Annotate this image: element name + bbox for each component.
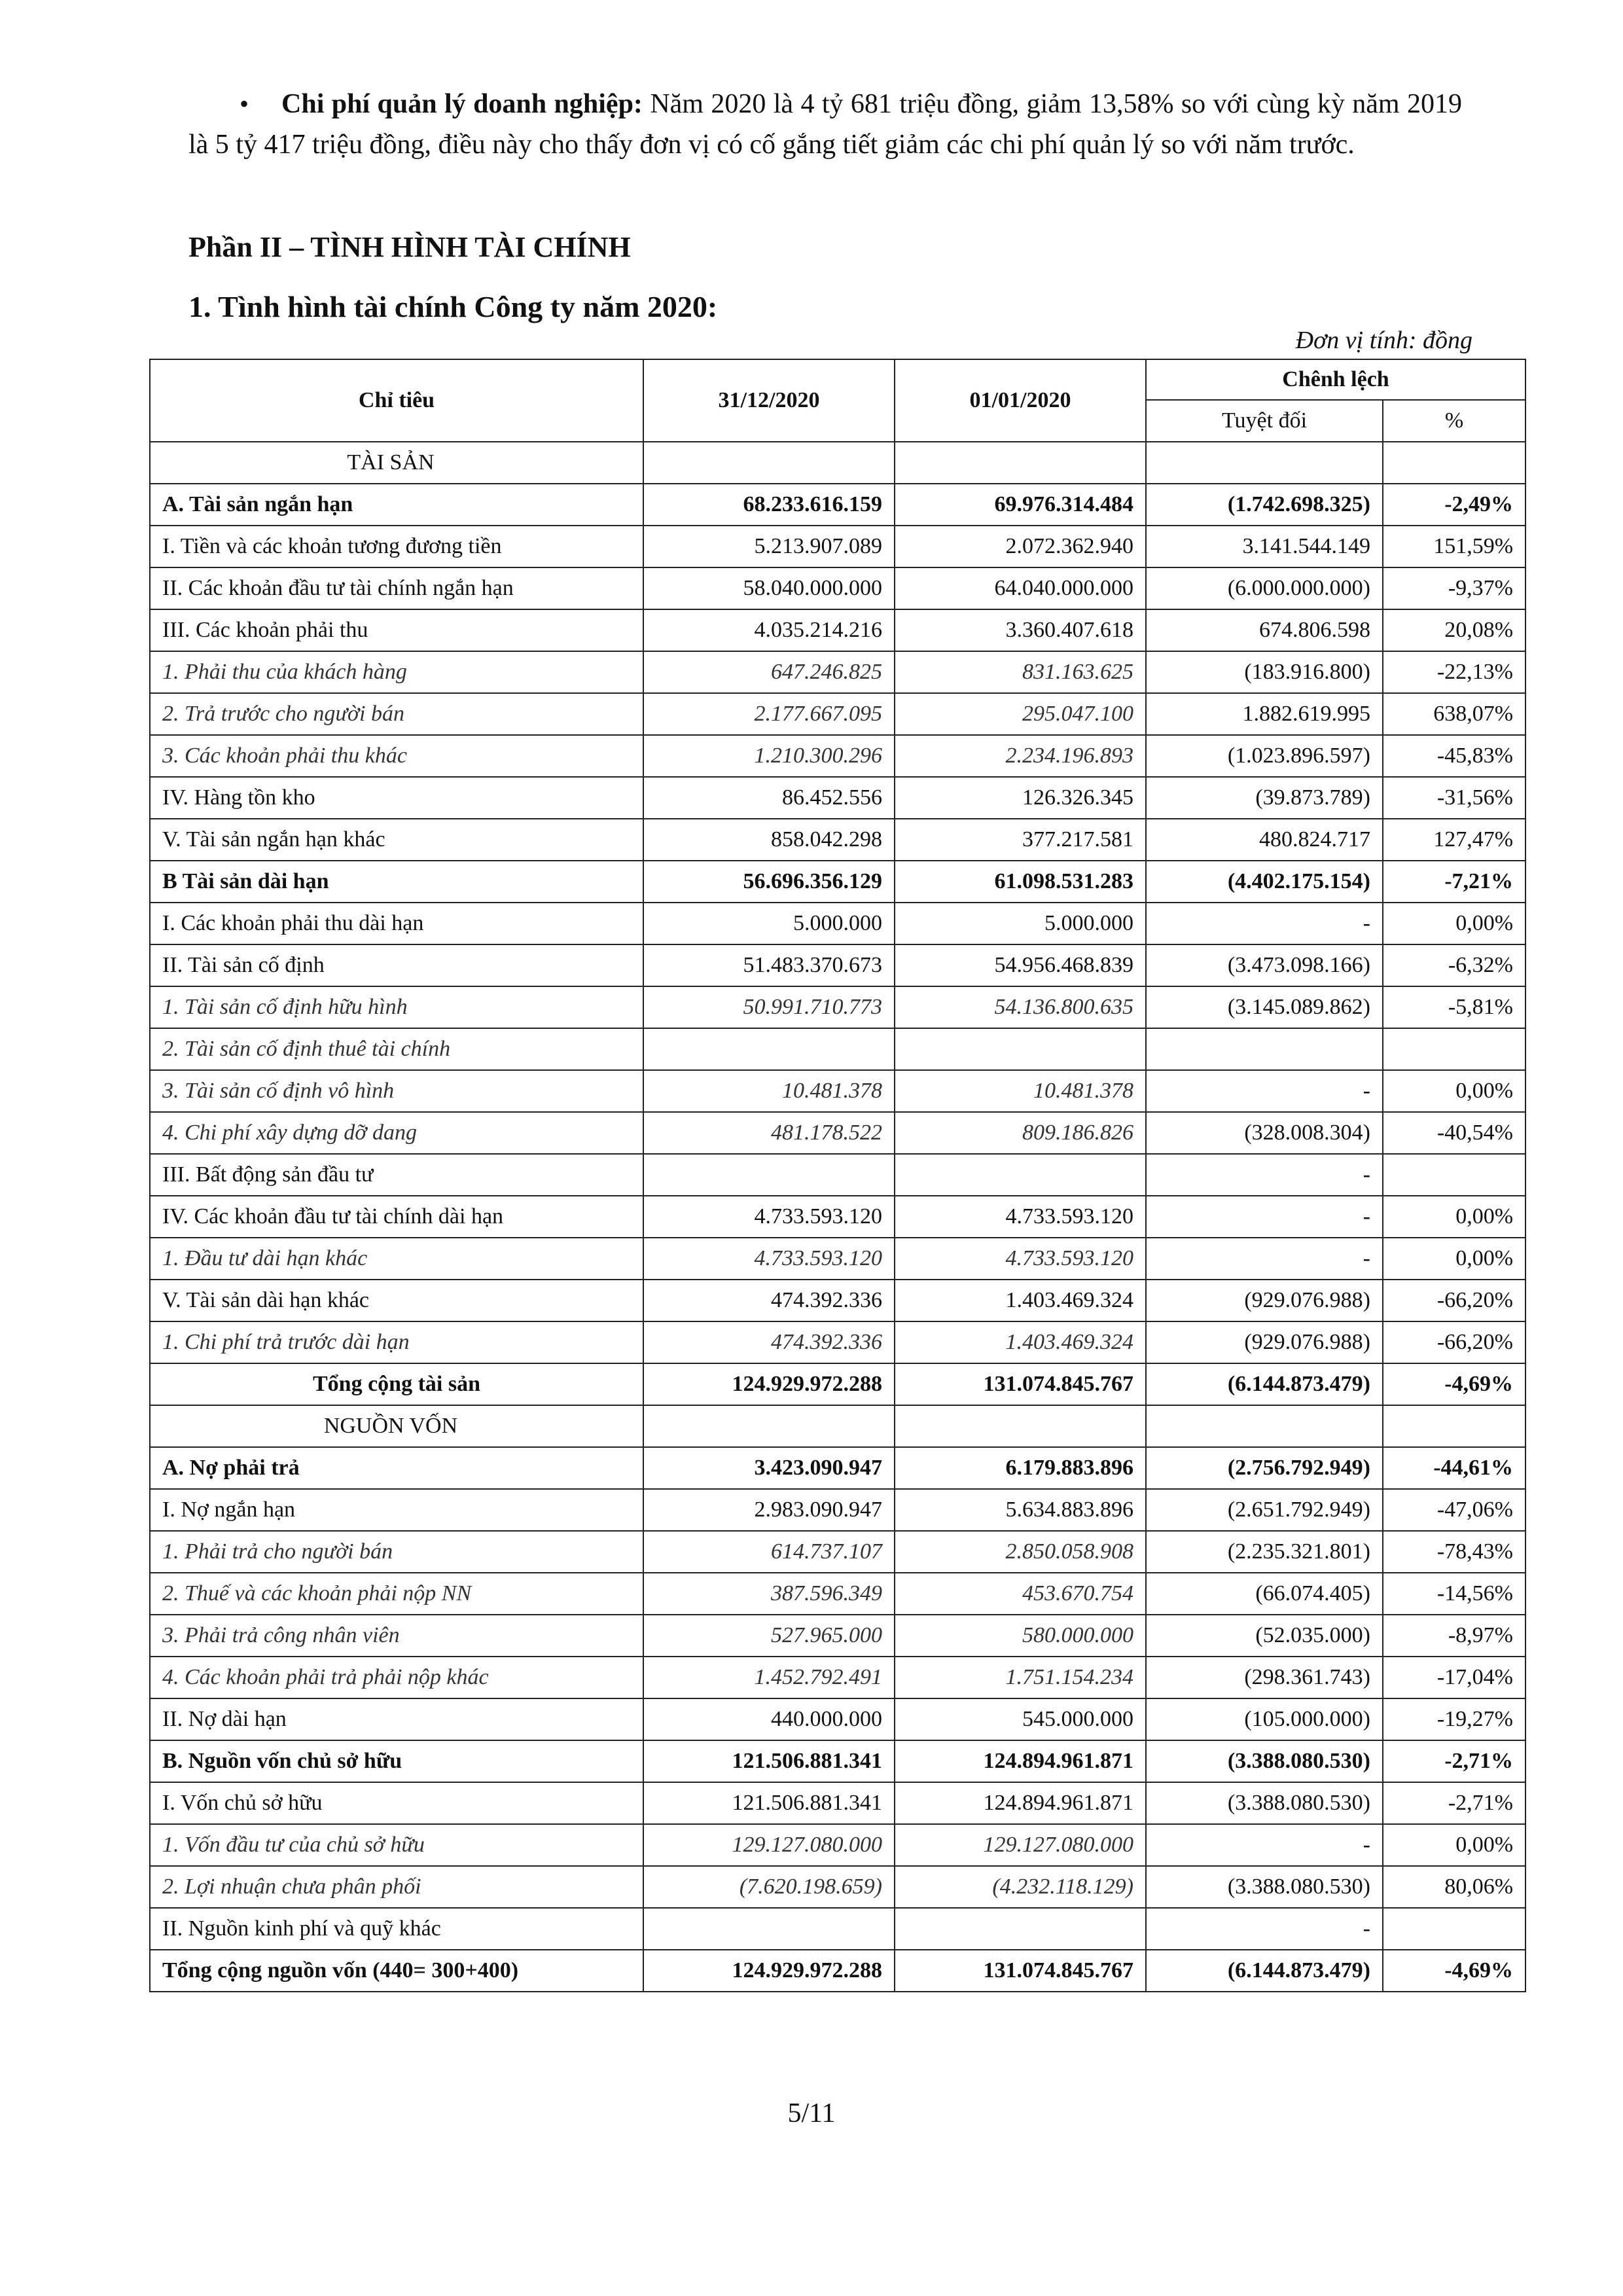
diff-percent: -45,83% [1383, 735, 1525, 777]
row-label: 1. Phải trả cho người bán [150, 1531, 643, 1573]
row-label: A. Tài sản ngắn hạn [150, 484, 643, 526]
header-start-date: 01/01/2020 [895, 359, 1146, 442]
row-label: 2. Trả trước cho người bán [150, 693, 643, 735]
table-row [150, 1573, 1525, 1615]
table-row [150, 1824, 1525, 1866]
header-difference: Chênh lệch [1146, 359, 1525, 400]
row-label: 3. Tài sản cố định vô hình [150, 1070, 643, 1112]
diff-percent: -2,71% [1383, 1740, 1525, 1782]
table-row [150, 1782, 1525, 1824]
diff-percent: -47,06% [1383, 1489, 1525, 1531]
page-number: 5/11 [787, 2098, 836, 2128]
value-end: 51.483.370.673 [643, 944, 895, 986]
diff-percent: 0,00% [1383, 1196, 1525, 1238]
value-start: 54.136.800.635 [895, 986, 1146, 1028]
value-end: 4.733.593.120 [643, 1196, 895, 1238]
intro-paragraph [188, 84, 1462, 165]
value-start: 69.976.314.484 [895, 484, 1146, 526]
value-start: 131.074.845.767 [895, 1950, 1146, 1992]
header-percent: % [1383, 400, 1525, 442]
value-end: 647.246.825 [643, 651, 895, 693]
diff-absolute: - [1146, 1070, 1383, 1112]
value-start: 809.186.826 [895, 1112, 1146, 1154]
diff-percent: -78,43% [1383, 1531, 1525, 1573]
table-row [150, 1363, 1525, 1405]
diff-absolute: (3.145.089.862) [1146, 986, 1383, 1028]
table-row [150, 1321, 1525, 1363]
value-start: 124.894.961.871 [895, 1782, 1146, 1824]
diff-absolute: 1.882.619.995 [1146, 693, 1383, 735]
diff-percent [1383, 1908, 1525, 1950]
value-end: (7.620.198.659) [643, 1866, 895, 1908]
value-start: (4.232.118.129) [895, 1866, 1146, 1908]
row-label: NGUỒN VỐN [150, 1405, 643, 1447]
row-label: 1. Vốn đầu tư của chủ sở hữu [150, 1824, 643, 1866]
diff-absolute: - [1146, 1908, 1383, 1950]
value-end: 2.177.667.095 [643, 693, 895, 735]
row-label: 1. Đầu tư dài hạn khác [150, 1238, 643, 1280]
diff-absolute [1146, 442, 1383, 484]
diff-percent: -9,37% [1383, 567, 1525, 609]
diff-percent: 80,06% [1383, 1866, 1525, 1908]
diff-absolute: (2.235.321.801) [1146, 1531, 1383, 1573]
row-label: 2. Tài sản cố định thuê tài chính [150, 1028, 643, 1070]
section-title: 1. Tình hình tài chính Công ty năm 2020: [188, 290, 718, 323]
value-end: 5.213.907.089 [643, 526, 895, 567]
value-end: 4.035.214.216 [643, 609, 895, 651]
header-indicator: Chỉ tiêu [150, 359, 643, 442]
value-end [643, 442, 895, 484]
table-row [150, 484, 1525, 526]
diff-percent: -17,04% [1383, 1657, 1525, 1698]
diff-absolute: 3.141.544.149 [1146, 526, 1383, 567]
row-label: I. Tiền và các khoản tương đương tiền [150, 526, 643, 567]
value-start: 453.670.754 [895, 1573, 1146, 1615]
value-end [643, 1908, 895, 1950]
diff-percent: -4,69% [1383, 1950, 1525, 1992]
diff-percent [1383, 1154, 1525, 1196]
value-end: 121.506.881.341 [643, 1782, 895, 1824]
value-start: 4.733.593.120 [895, 1238, 1146, 1280]
value-end: 474.392.336 [643, 1321, 895, 1363]
value-end: 527.965.000 [643, 1615, 895, 1657]
value-end: 387.596.349 [643, 1573, 895, 1615]
diff-absolute: (1.023.896.597) [1146, 735, 1383, 777]
value-end: 614.737.107 [643, 1531, 895, 1573]
table-row [150, 1489, 1525, 1531]
diff-percent: -5,81% [1383, 986, 1525, 1028]
table-row [150, 1657, 1525, 1698]
diff-percent: -31,56% [1383, 777, 1525, 819]
diff-percent: -7,21% [1383, 861, 1525, 903]
value-start: 1.751.154.234 [895, 1657, 1146, 1698]
row-label: I. Các khoản phải thu dài hạn [150, 903, 643, 944]
table-row [150, 1740, 1525, 1782]
table-row [150, 1154, 1525, 1196]
diff-absolute: (929.076.988) [1146, 1321, 1383, 1363]
part-title: Phần II – TÌNH HÌNH TÀI CHÍNH [188, 231, 631, 263]
diff-absolute: - [1146, 1196, 1383, 1238]
value-start: 2.072.362.940 [895, 526, 1146, 567]
row-label: 1. Phải thu của khách hàng [150, 651, 643, 693]
value-start: 580.000.000 [895, 1615, 1146, 1657]
diff-percent: -40,54% [1383, 1112, 1525, 1154]
diff-absolute: (929.076.988) [1146, 1280, 1383, 1321]
value-end: 10.481.378 [643, 1070, 895, 1112]
table-row [150, 1950, 1525, 1992]
row-label: III. Các khoản phải thu [150, 609, 643, 651]
row-label: 3. Phải trả công nhân viên [150, 1615, 643, 1657]
table-row [150, 1531, 1525, 1573]
diff-absolute: (1.742.698.325) [1146, 484, 1383, 526]
value-start: 5.634.883.896 [895, 1489, 1146, 1531]
header-end-date: 31/12/2020 [643, 359, 895, 442]
row-label: I. Vốn chủ sở hữu [150, 1782, 643, 1824]
value-end: 124.929.972.288 [643, 1363, 895, 1405]
diff-percent: -8,97% [1383, 1615, 1525, 1657]
diff-absolute [1146, 1405, 1383, 1447]
value-start: 124.894.961.871 [895, 1740, 1146, 1782]
value-end: 3.423.090.947 [643, 1447, 895, 1489]
row-label: 4. Chi phí xây dựng dỡ dang [150, 1112, 643, 1154]
diff-absolute: 674.806.598 [1146, 609, 1383, 651]
table-row [150, 567, 1525, 609]
value-end: 121.506.881.341 [643, 1740, 895, 1782]
row-label: II. Các khoản đầu tư tài chính ngắn hạn [150, 567, 643, 609]
value-end: 1.210.300.296 [643, 735, 895, 777]
value-end: 129.127.080.000 [643, 1824, 895, 1866]
value-start: 4.733.593.120 [895, 1196, 1146, 1238]
value-end: 50.991.710.773 [643, 986, 895, 1028]
diff-percent: -4,69% [1383, 1363, 1525, 1405]
intro-text [188, 84, 1462, 165]
diff-absolute: 480.824.717 [1146, 819, 1383, 861]
value-end: 4.733.593.120 [643, 1238, 895, 1280]
value-start: 61.098.531.283 [895, 861, 1146, 903]
diff-percent [1383, 1405, 1525, 1447]
value-end: 858.042.298 [643, 819, 895, 861]
row-label: B Tài sản dài hạn [150, 861, 643, 903]
diff-percent: 20,08% [1383, 609, 1525, 651]
value-start: 2.234.196.893 [895, 735, 1146, 777]
diff-absolute: (3.388.080.530) [1146, 1740, 1383, 1782]
value-start: 131.074.845.767 [895, 1363, 1146, 1405]
value-end [643, 1028, 895, 1070]
diff-absolute: (52.035.000) [1146, 1615, 1383, 1657]
row-label: II. Tài sản cố định [150, 944, 643, 986]
diff-percent: 0,00% [1383, 1824, 1525, 1866]
row-label: B. Nguồn vốn chủ sở hữu [150, 1740, 643, 1782]
table-row [150, 526, 1525, 567]
intro-body: Năm 2020 là 4 tỷ 681 triệu đồng, giảm 13,58% so với cùng kỳ năm 2019 là 5 tỷ 417 triệu đồng, điều này cho thấy đơn vị có cố gắng tiết giảm các chi phí quản lý so với năm trước. [188, 89, 1462, 160]
row-label: III. Bất động sản đầu tư [150, 1154, 643, 1196]
value-end: 440.000.000 [643, 1698, 895, 1740]
diff-absolute [1146, 1028, 1383, 1070]
row-label: II. Nợ dài hạn [150, 1698, 643, 1740]
value-end [643, 1405, 895, 1447]
value-end: 124.929.972.288 [643, 1950, 895, 1992]
value-start: 54.956.468.839 [895, 944, 1146, 986]
table-row [150, 1196, 1525, 1238]
row-label: V. Tài sản dài hạn khác [150, 1280, 643, 1321]
row-label: Tổng cộng nguồn vốn (440= 300+400) [150, 1950, 643, 1992]
value-end: 481.178.522 [643, 1112, 895, 1154]
value-start: 129.127.080.000 [895, 1824, 1146, 1866]
row-label: I. Nợ ngắn hạn [150, 1489, 643, 1531]
table-row [150, 1615, 1525, 1657]
table-row [150, 1447, 1525, 1489]
bullet-icon: • [240, 89, 249, 118]
table-row [150, 1238, 1525, 1280]
value-start [895, 1154, 1146, 1196]
value-start: 64.040.000.000 [895, 567, 1146, 609]
table-row [150, 1070, 1525, 1112]
diff-absolute: (39.873.789) [1146, 777, 1383, 819]
table-row [150, 1866, 1525, 1908]
value-start [895, 1405, 1146, 1447]
diff-absolute: (298.361.743) [1146, 1657, 1383, 1698]
diff-percent: -19,27% [1383, 1698, 1525, 1740]
diff-absolute: (4.402.175.154) [1146, 861, 1383, 903]
value-start [895, 442, 1146, 484]
diff-percent [1383, 442, 1525, 484]
table-row [150, 986, 1525, 1028]
diff-percent: 127,47% [1383, 819, 1525, 861]
value-end: 5.000.000 [643, 903, 895, 944]
table-row [150, 1112, 1525, 1154]
diff-absolute: - [1146, 1154, 1383, 1196]
diff-percent: 151,59% [1383, 526, 1525, 567]
table-row [150, 777, 1525, 819]
table-header-row [150, 359, 1525, 400]
row-label: IV. Hàng tồn kho [150, 777, 643, 819]
table-row [150, 1908, 1525, 1950]
value-start [895, 1028, 1146, 1070]
diff-absolute: (3.473.098.166) [1146, 944, 1383, 986]
row-label: 1. Chi phí trả trước dài hạn [150, 1321, 643, 1363]
table-row [150, 693, 1525, 735]
diff-absolute: (3.388.080.530) [1146, 1866, 1383, 1908]
row-label: 2. Thuế và các khoản phải nộp NN [150, 1573, 643, 1615]
value-start: 2.850.058.908 [895, 1531, 1146, 1573]
row-label: A. Nợ phải trả [150, 1447, 643, 1489]
diff-absolute: - [1146, 1238, 1383, 1280]
diff-percent: 0,00% [1383, 903, 1525, 944]
row-label: 4. Các khoản phải trả phải nộp khác [150, 1657, 643, 1698]
value-start: 545.000.000 [895, 1698, 1146, 1740]
diff-absolute: (66.074.405) [1146, 1573, 1383, 1615]
row-label: 1. Tài sản cố định hữu hình [150, 986, 643, 1028]
value-start: 1.403.469.324 [895, 1321, 1146, 1363]
value-end: 86.452.556 [643, 777, 895, 819]
value-end [643, 1154, 895, 1196]
diff-absolute: (328.008.304) [1146, 1112, 1383, 1154]
table-body [150, 442, 1525, 1992]
value-end: 56.696.356.129 [643, 861, 895, 903]
diff-absolute: (183.916.800) [1146, 651, 1383, 693]
value-start: 377.217.581 [895, 819, 1146, 861]
value-start: 126.326.345 [895, 777, 1146, 819]
diff-percent: -14,56% [1383, 1573, 1525, 1615]
diff-percent [1383, 1028, 1525, 1070]
value-start: 1.403.469.324 [895, 1280, 1146, 1321]
table-row [150, 944, 1525, 986]
table-row [150, 442, 1525, 484]
value-end: 1.452.792.491 [643, 1657, 895, 1698]
diff-percent: -44,61% [1383, 1447, 1525, 1489]
table-row [150, 1028, 1525, 1070]
diff-percent: -2,71% [1383, 1782, 1525, 1824]
row-label: V. Tài sản ngắn hạn khác [150, 819, 643, 861]
row-label: 2. Lợi nhuận chưa phân phối [150, 1866, 643, 1908]
value-end: 474.392.336 [643, 1280, 895, 1321]
unit-note: Đơn vị tính: đồng [1295, 327, 1472, 354]
value-start: 5.000.000 [895, 903, 1146, 944]
diff-absolute: (6.144.873.479) [1146, 1950, 1383, 1992]
row-label: II. Nguồn kinh phí và quỹ khác [150, 1908, 643, 1950]
row-label: IV. Các khoản đầu tư tài chính dài hạn [150, 1196, 643, 1238]
diff-absolute: (2.651.792.949) [1146, 1489, 1383, 1531]
diff-absolute: (3.388.080.530) [1146, 1782, 1383, 1824]
table-row [150, 1405, 1525, 1447]
row-label: Tổng cộng tài sản [150, 1363, 643, 1405]
value-start [895, 1908, 1146, 1950]
value-start: 295.047.100 [895, 693, 1146, 735]
value-start: 10.481.378 [895, 1070, 1146, 1112]
value-end: 68.233.616.159 [643, 484, 895, 526]
diff-absolute: (6.000.000.000) [1146, 567, 1383, 609]
financial-table [149, 359, 1526, 1992]
value-start: 3.360.407.618 [895, 609, 1146, 651]
table-row [150, 819, 1525, 861]
header-absolute: Tuyệt đối [1146, 400, 1383, 442]
diff-percent: 638,07% [1383, 693, 1525, 735]
table-row [150, 609, 1525, 651]
table-row [150, 735, 1525, 777]
diff-absolute: - [1146, 903, 1383, 944]
diff-percent: -6,32% [1383, 944, 1525, 986]
table-row [150, 651, 1525, 693]
diff-percent: -2,49% [1383, 484, 1525, 526]
diff-percent: -22,13% [1383, 651, 1525, 693]
diff-percent: -66,20% [1383, 1321, 1525, 1363]
diff-absolute: (105.000.000) [1146, 1698, 1383, 1740]
intro-label: Chi phí quản lý doanh nghiệp: [281, 89, 643, 119]
diff-percent: 0,00% [1383, 1238, 1525, 1280]
value-start: 6.179.883.896 [895, 1447, 1146, 1489]
diff-absolute: - [1146, 1824, 1383, 1866]
diff-percent: 0,00% [1383, 1070, 1525, 1112]
row-label: 3. Các khoản phải thu khác [150, 735, 643, 777]
row-label: TÀI SẢN [150, 442, 643, 484]
table-row [150, 903, 1525, 944]
diff-absolute: (6.144.873.479) [1146, 1363, 1383, 1405]
value-end: 58.040.000.000 [643, 567, 895, 609]
diff-percent: -66,20% [1383, 1280, 1525, 1321]
table-row [150, 861, 1525, 903]
table-row [150, 1280, 1525, 1321]
table-row [150, 1698, 1525, 1740]
value-end: 2.983.090.947 [643, 1489, 895, 1531]
diff-absolute: (2.756.792.949) [1146, 1447, 1383, 1489]
value-start: 831.163.625 [895, 651, 1146, 693]
